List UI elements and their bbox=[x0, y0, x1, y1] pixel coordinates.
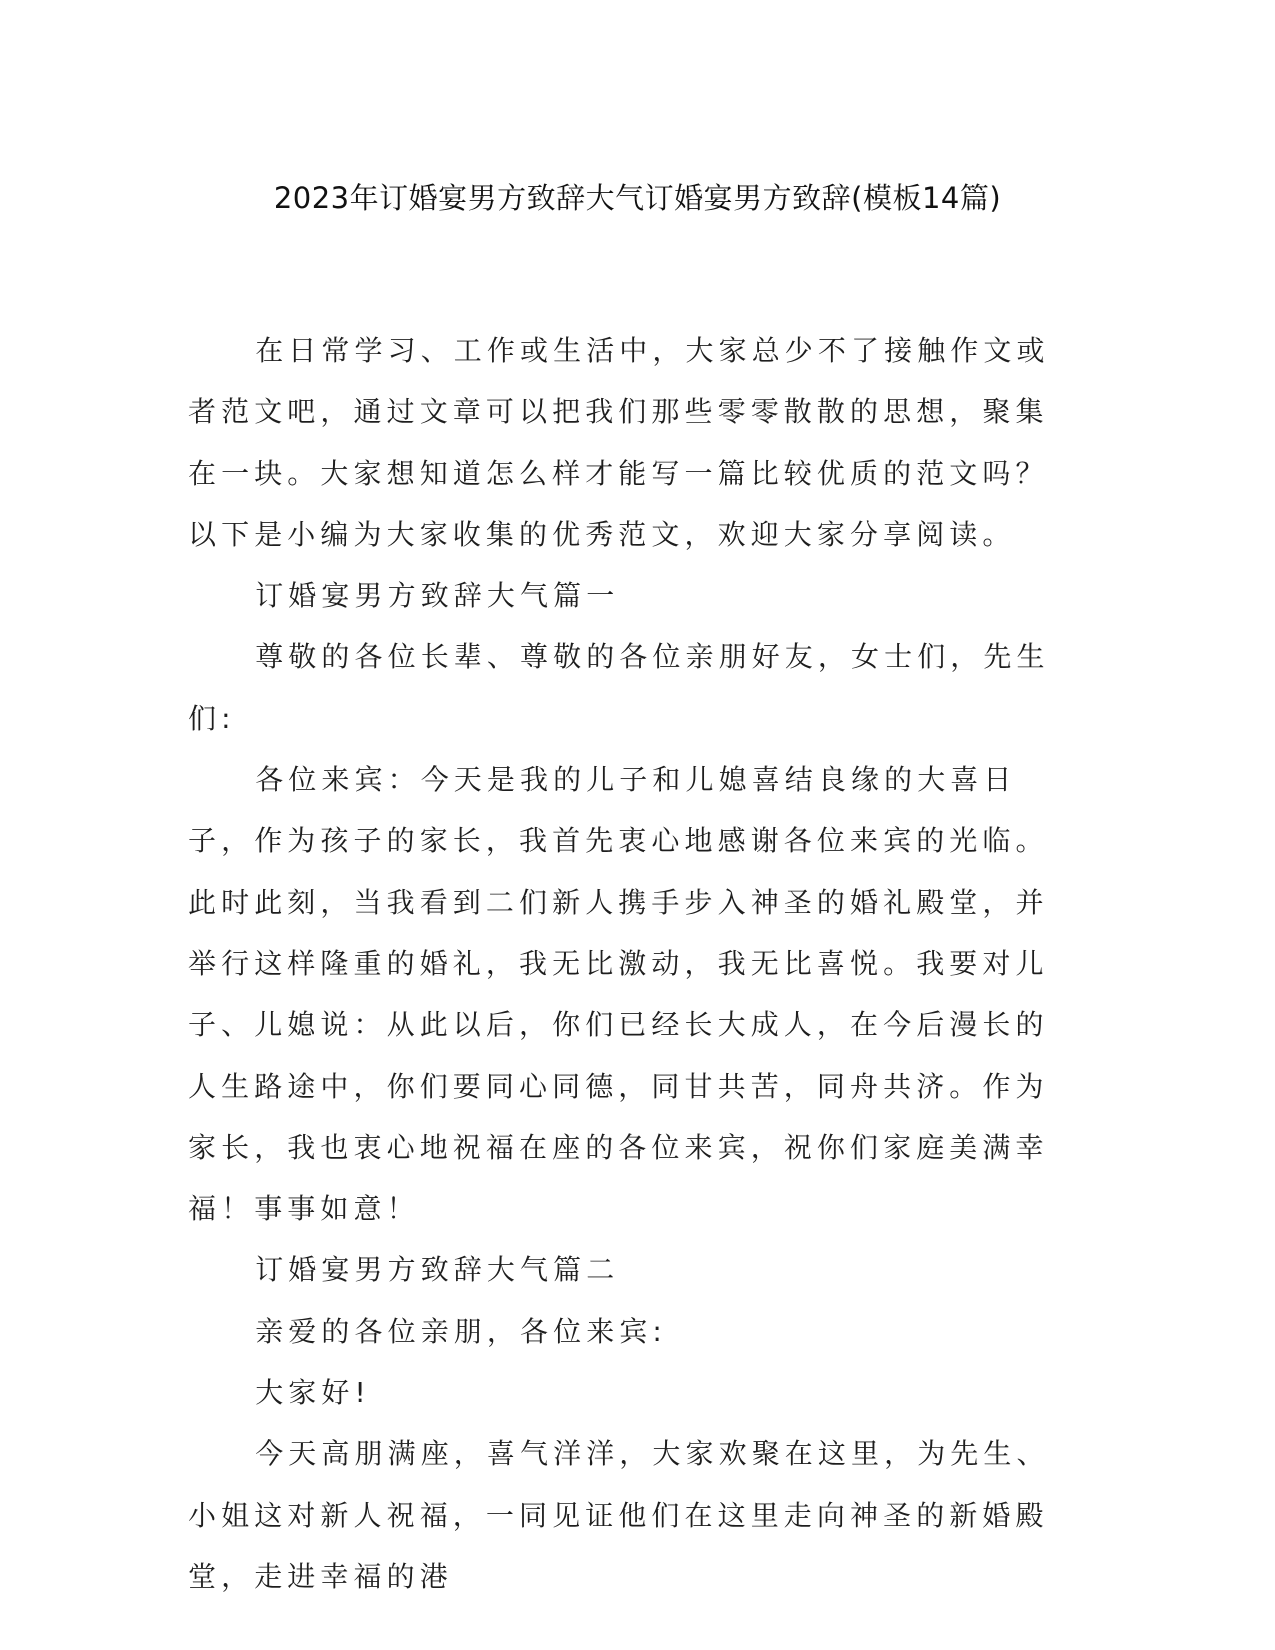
salutation-paragraph: 尊敬的各位长辈、尊敬的各位亲朋好友，女士们，先生们: bbox=[188, 640, 1050, 735]
intro-paragraph: 在日常学习、工作或生活中，大家总少不了接触作文或者范文吧，通过文章可以把我们那些零零散散的思想，聚集在一块。大家想知道怎么样才能写一篇比较优质的范文吗？以下是小编为大家收集的优秀范文，欢迎大家分享阅读。 bbox=[188, 334, 1050, 551]
greeting-paragraph: 大家好! bbox=[255, 1376, 371, 1410]
section-heading-1: 订婚宴男方致辞大气篇一 bbox=[255, 579, 620, 613]
speech-paragraph: 今天高朋满座，喜气洋洋，大家欢聚在这里，为先生、小姐这对新人祝福，一同见证他们在这里走向神圣的新婚殿堂，走进幸福的港 bbox=[188, 1437, 1050, 1593]
document-body bbox=[188, 320, 1068, 1607]
speech-paragraph: 各位来宾：今天是我的儿子和儿媳喜结良缘的大喜日子，作为孩子的家长，我首先衷心地感谢各位来宾的光临。此时此刻，当我看到二们新人携手步入神圣的婚礼殿堂，并举行这样隆重的婚礼，我无比激动，我无比喜悦。我要对儿子、儿媳说：从此以后，你们已经长大成人，在今后漫长的人生路途中，你们要同心同德，同甘共苦，同舟共济。作为家长，我也衷心地祝福在座的各位来宾，祝你们家庭美满幸福！事事如意！ bbox=[188, 763, 1049, 1226]
salutation-paragraph: 亲爱的各位亲朋，各位来宾: bbox=[255, 1314, 667, 1348]
document-title: 2023年订婚宴男方致辞大气订婚宴男方致辞(模板14篇) bbox=[273, 181, 1002, 215]
section-heading-2: 订婚宴男方致辞大气篇二 bbox=[255, 1253, 620, 1287]
